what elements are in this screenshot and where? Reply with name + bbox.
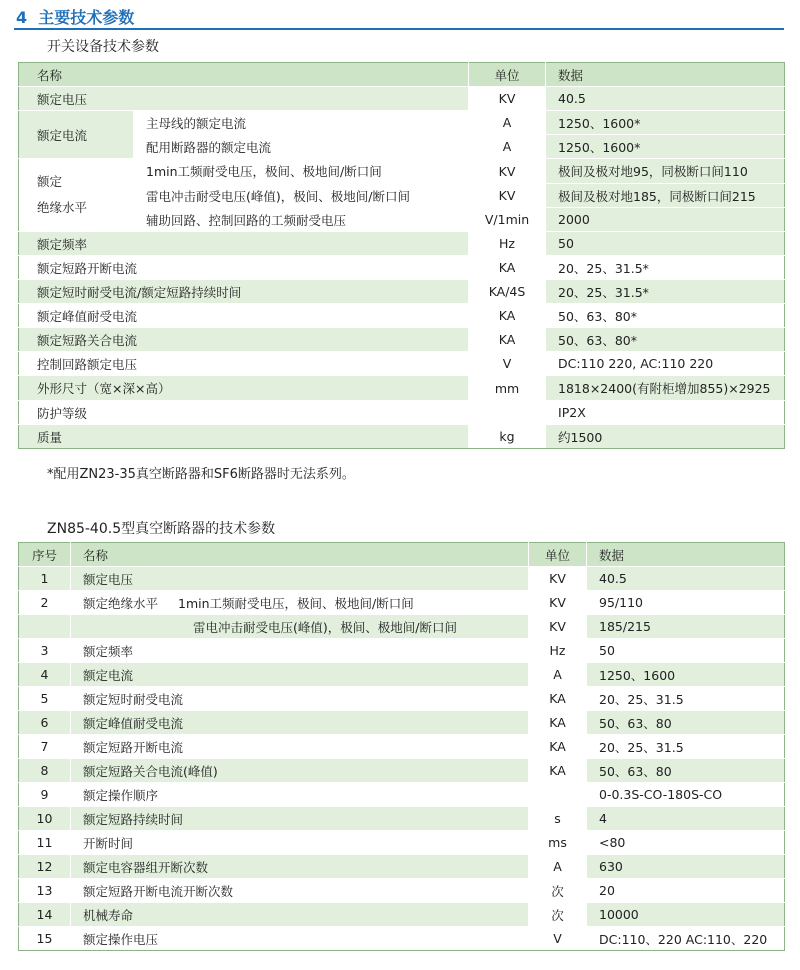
row-data: 185/215	[587, 615, 785, 639]
row-data: 1250、1600*	[546, 135, 785, 159]
row-group-label: 额定电流	[19, 111, 134, 159]
header-data: 数据	[546, 63, 785, 87]
row-sub-name: 1min工频耐受电压，极间、极地间/断口间	[134, 159, 469, 184]
row-name: 控制回路额定电压	[19, 352, 469, 376]
row-group-label	[19, 159, 134, 232]
table1-footnote: *配用ZN23-35真空断路器和SF6断路器时无法系列。	[47, 467, 355, 482]
row-data: 50、63、80*	[546, 328, 785, 352]
row-unit: s	[529, 807, 587, 831]
table-row	[19, 927, 785, 951]
row-unit: 次	[529, 903, 587, 927]
row-name: 额定短路关合电流	[19, 328, 469, 352]
row-unit: A	[529, 663, 587, 687]
row-name: 额定短路持续时间	[71, 807, 529, 831]
row-data: 0-0.3S-CO-180S-CO	[587, 783, 785, 807]
row-sub-name: 雷电冲击耐受电压(峰值)，极间、极地间/断口间	[71, 615, 529, 639]
section-title-text: 主要技术参数	[38, 8, 135, 27]
row-name: 额定操作电压	[71, 927, 529, 951]
row-data: 1818×2400(有附柜增加855)×2925	[546, 376, 785, 401]
row-data: 1250、1600	[587, 663, 785, 687]
row-unit: KA	[469, 328, 546, 352]
table2-title: ZN85-40.5型真空断路器的技术参数	[47, 521, 276, 537]
row-unit: ms	[529, 831, 587, 855]
row-name: 额定频率	[19, 232, 469, 256]
row-name: 额定短路关合电流(峰值)	[71, 759, 529, 783]
table-row	[19, 256, 785, 280]
row-sub-name: 配用断路器的额定电流	[134, 135, 469, 159]
row-unit	[529, 783, 587, 807]
row-data: 4	[587, 807, 785, 831]
table-row	[19, 232, 785, 256]
row-name: 额定电压	[19, 87, 469, 111]
row-no: 13	[19, 879, 71, 903]
header-unit: 单位	[469, 63, 546, 87]
row-sub-name: 主母线的额定电流	[134, 111, 469, 135]
row-unit: KV	[469, 87, 546, 111]
row-name: 质量	[19, 425, 469, 449]
row-name: 额定短路开断电流	[19, 256, 469, 280]
table-row	[19, 304, 785, 328]
table-row	[19, 711, 785, 735]
row-name: 额定电流	[71, 663, 529, 687]
row-name: 额定电容器组开断次数	[71, 855, 529, 879]
row-unit: KA	[529, 759, 587, 783]
row-unit: KA	[529, 687, 587, 711]
row-no: 15	[19, 927, 71, 951]
row-data: 40.5	[546, 87, 785, 111]
row-data: 20、25、31.5*	[546, 280, 785, 304]
header-name: 名称	[71, 543, 529, 567]
row-no: 6	[19, 711, 71, 735]
table-row	[19, 567, 785, 591]
row-name: 额定短时耐受电流/额定短路持续时间	[19, 280, 469, 304]
row-unit: KV	[469, 184, 546, 208]
row-no: 4	[19, 663, 71, 687]
row-no: 7	[19, 735, 71, 759]
row-name: 防护等级	[19, 401, 469, 425]
table-row	[19, 663, 785, 687]
row-data: 95/110	[587, 591, 785, 615]
row-no: 14	[19, 903, 71, 927]
table-row	[19, 208, 785, 232]
table-row	[19, 111, 785, 135]
row-unit: KA	[529, 711, 587, 735]
table-row	[19, 135, 785, 159]
row-no: 9	[19, 783, 71, 807]
row-data: 20、25、31.5*	[546, 256, 785, 280]
row-unit	[469, 401, 546, 425]
group-line-2: 绝缘水平	[37, 200, 88, 215]
table-row	[19, 159, 785, 184]
table-row	[19, 639, 785, 663]
row-data: 20、25、31.5	[587, 687, 785, 711]
row-unit: KA	[529, 735, 587, 759]
row-data: IP2X	[546, 401, 785, 425]
table-row	[19, 735, 785, 759]
row-data: 极间及极对地95，同极断口间110	[546, 159, 785, 184]
table-row	[19, 687, 785, 711]
row-unit: V	[529, 927, 587, 951]
row-unit: 次	[529, 879, 587, 903]
row-unit: KV	[469, 159, 546, 184]
row-sub-name: 雷电冲击耐受电压(峰值)，极间、极地间/断口间	[134, 184, 469, 208]
row-unit: Hz	[469, 232, 546, 256]
row-data: 20	[587, 879, 785, 903]
row-data: 约1500	[546, 425, 785, 449]
row-unit: V/1min	[469, 208, 546, 232]
row-no: 3	[19, 639, 71, 663]
row-sub-name: 1min工频耐受电压，极间、极地间/断口间	[178, 595, 414, 611]
table-row	[19, 831, 785, 855]
row-unit: KV	[529, 615, 587, 639]
row-data: 2000	[546, 208, 785, 232]
switchgear-params-table	[18, 62, 785, 449]
table-row	[19, 280, 785, 304]
header-data: 数据	[587, 543, 785, 567]
row-no: 1	[19, 567, 71, 591]
table-header-row	[19, 543, 785, 567]
table-row	[19, 903, 785, 927]
row-data: DC:110 220, AC:110 220	[546, 352, 785, 376]
row-data: DC:110、220 AC:110、220	[587, 927, 785, 951]
row-data: 50、63、80*	[546, 304, 785, 328]
row-unit: mm	[469, 376, 546, 401]
row-no: 11	[19, 831, 71, 855]
table-row	[19, 352, 785, 376]
header-name: 名称	[19, 63, 469, 87]
row-no: 10	[19, 807, 71, 831]
table-row	[19, 879, 785, 903]
row-unit: kg	[469, 425, 546, 449]
table-row	[19, 425, 785, 449]
section-title	[16, 5, 134, 28]
row-name: 额定短路开断电流开断次数	[71, 879, 529, 903]
row-name: 额定短时耐受电流	[71, 687, 529, 711]
row-no: 8	[19, 759, 71, 783]
row-name: 额定频率	[71, 639, 529, 663]
table-row	[19, 591, 785, 615]
header-no: 序号	[19, 543, 71, 567]
row-unit: A	[529, 855, 587, 879]
table-row	[19, 615, 785, 639]
row-data: 50、63、80	[587, 711, 785, 735]
table-row	[19, 759, 785, 783]
row-name: 机械寿命	[71, 903, 529, 927]
row-name: 额定峰值耐受电流	[19, 304, 469, 328]
breaker-params-table	[18, 542, 785, 951]
row-unit: A	[469, 111, 546, 135]
row-unit: KA/4S	[469, 280, 546, 304]
row-name: 额定短路开断电流	[71, 735, 529, 759]
row-name: 外形尺寸（宽×深×高）	[19, 376, 469, 401]
row-name: 额定电压	[71, 567, 529, 591]
section-rule	[14, 28, 784, 30]
row-group-label: 额定绝缘水平	[83, 595, 159, 611]
row-data: <80	[587, 831, 785, 855]
row-no: 2	[19, 591, 71, 615]
row-data: 20、25、31.5	[587, 735, 785, 759]
table-row	[19, 855, 785, 879]
row-data: 极间及极对地185，同极断口间215	[546, 184, 785, 208]
group-line-1: 额定	[37, 174, 63, 189]
table-row	[19, 87, 785, 111]
row-unit: KV	[529, 591, 587, 615]
section-number: 4	[16, 8, 28, 27]
table1-title: 开关设备技术参数	[47, 39, 159, 55]
table-row	[19, 184, 785, 208]
row-data: 50	[587, 639, 785, 663]
row-name: 额定操作顺序	[71, 783, 529, 807]
table-header-row	[19, 63, 785, 87]
row-no: 5	[19, 687, 71, 711]
row-unit: Hz	[529, 639, 587, 663]
header-unit: 单位	[529, 543, 587, 567]
row-sub-name: 辅助回路、控制回路的工频耐受电压	[134, 208, 469, 232]
row-unit: KA	[469, 304, 546, 328]
table-row	[19, 807, 785, 831]
row-data: 10000	[587, 903, 785, 927]
row-no: 12	[19, 855, 71, 879]
row-data: 630	[587, 855, 785, 879]
row-unit: V	[469, 352, 546, 376]
row-data: 1250、1600*	[546, 111, 785, 135]
table-row	[19, 783, 785, 807]
row-no	[19, 615, 71, 639]
row-data: 40.5	[587, 567, 785, 591]
row-name: 额定峰值耐受电流	[71, 711, 529, 735]
table-row	[19, 401, 785, 425]
row-unit: KA	[469, 256, 546, 280]
row-data: 50、63、80	[587, 759, 785, 783]
row-name: 开断时间	[71, 831, 529, 855]
table-row	[19, 328, 785, 352]
row-unit: KV	[529, 567, 587, 591]
row-unit: A	[469, 135, 546, 159]
row-data: 50	[546, 232, 785, 256]
row-name	[71, 591, 529, 615]
table-row	[19, 376, 785, 401]
